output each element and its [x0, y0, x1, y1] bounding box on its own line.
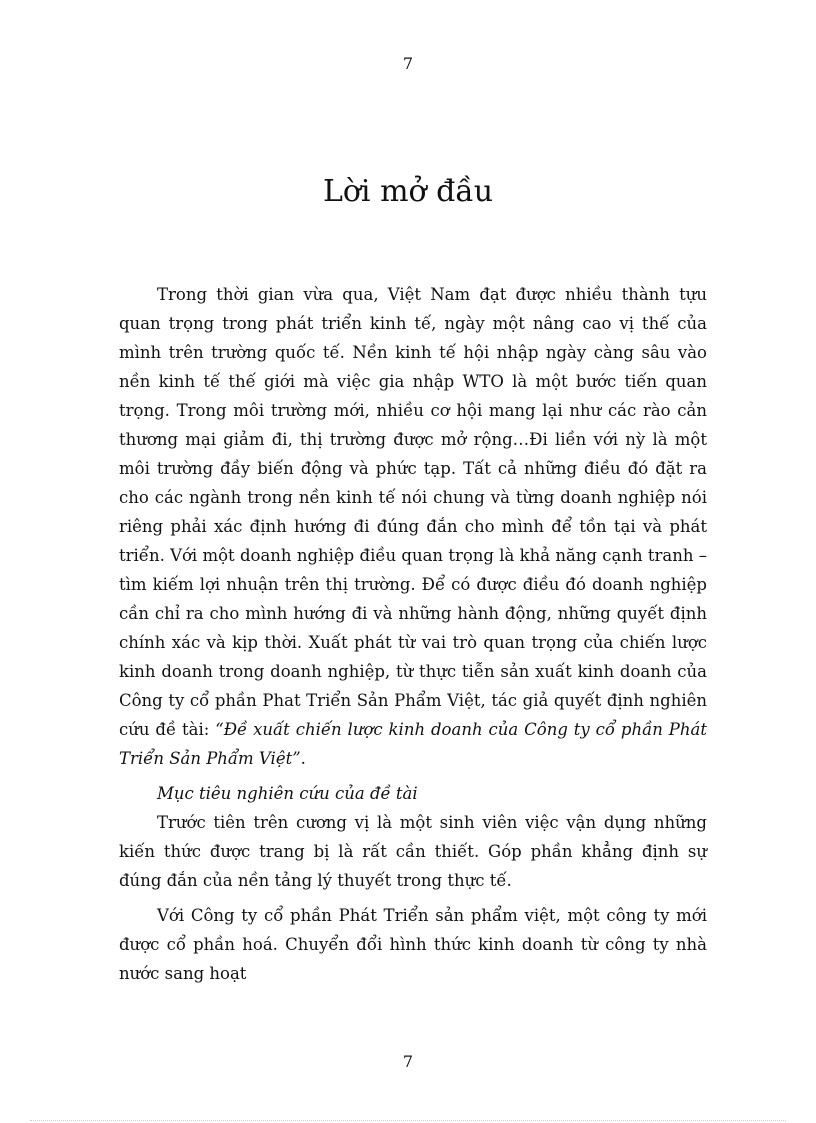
topic-title: “Đề xuất chiến lược kinh doanh của Công ty cổ phần Phát Triển Sản Phẩm Việt” [119, 720, 707, 768]
page-title: Lời mở đầu [322, 174, 494, 209]
objective-paragraph-2: Với Công ty cổ phần Phát Triển sản phẩm việt, một công ty mới được cổ phần hoá. Chuyển đổi hình thức kinh doanh từ công ty nhà nước sang hoạt [119, 906, 707, 983]
intro-paragraph [119, 280, 707, 773]
page-number-top: 7 [402, 54, 414, 73]
document-body [119, 280, 707, 988]
objective-paragraph-1: Trước tiên trên cương vị là một sinh viên việc vận dụng những kiến thức được trang bị là rất cần thiết. Góp phần khẳng định sự đúng đắn của nền tảng lý thuyết trong thực tế. [119, 813, 707, 890]
page-bottom-rule [30, 1120, 786, 1121]
intro-text: Trong thời gian vừa qua, Việt Nam đạt được nhiều thành tựu quan trọng trong phát triển kinh tế, ngày một nâng cao vị thế của mình trên trường quốc tế. Nền kinh tế hội nhập ngày càng sâu vào nền kinh tế thế giới mà việc gia nhập WTO là một bước tiến quan trọng. Trong môi trường mới, nhiều cơ hội mang lại như các rào cản thương mại giảm đi, thị trường được mở rộng…Đi liền với nỳ là một môi trường đầy biến động và phức tạp. Tất cả những điều đó đặt ra cho các ngành trong nền kinh tế nói chung và từng doanh nghiệp nói riêng phải xác định hướng đi đúng đắn cho mình để tồn tại và phát triển. Với một doanh nghiệp điều quan trọng là khả năng cạnh tranh – tìm kiếm lợi nhuận trên thị trường. Để có được điều đó doanh nghiệp cần chỉ ra cho mình hướng đi và những hành động, những quyết định chính xác và kịp thời. Xuất phát từ vai trò quan trọng của chiến lược kinh doanh trong doanh nghiệp, từ thực tiễn sản xuất kinh doanh của Công ty cổ phần Phat Triển Sản Phẩm Việt, tác giả quyết định nghiên cứu đề tài: [119, 285, 707, 739]
page-number-bottom: 7 [402, 1052, 414, 1071]
section-heading: Mục tiêu nghiên cứu của đề tài [157, 784, 418, 803]
intro-end: . [300, 749, 306, 768]
